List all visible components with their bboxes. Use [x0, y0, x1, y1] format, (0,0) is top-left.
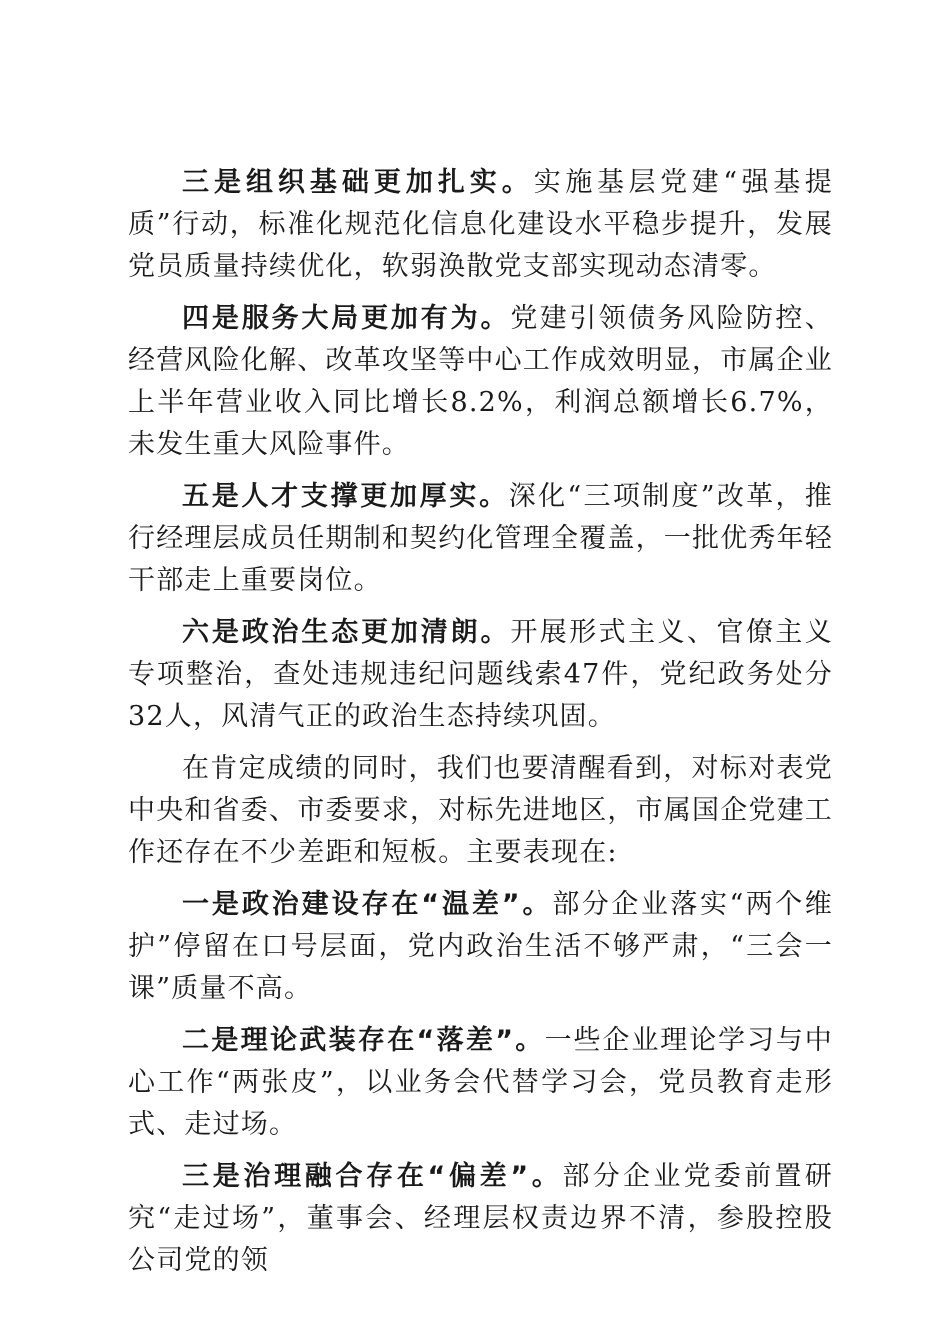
paragraph-talent-support [128, 476, 833, 602]
paragraph-body: 部分企业党委前置研究“走过场”，董事会、经理层权责边界不清，参股控股公司党的领 [128, 1161, 833, 1276]
paragraph-lead: 六是政治生态更加清朗。 [182, 617, 511, 648]
paragraph-political-ecology [128, 612, 833, 738]
paragraph-organization-foundation [128, 162, 833, 288]
paragraph-lead: 三是组织基础更加扎实。 [182, 167, 534, 198]
paragraph-body: 部分企业落实“两个维护”停留在口号层面，党内政治生活不够严肃，“三会一课”质量不高。 [128, 889, 833, 1004]
paragraph-shortcomings-intro [128, 748, 833, 874]
paragraph-lead: 四是服务大局更加有为。 [182, 303, 511, 334]
paragraph-body: 实施基层党建“强基提质”行动，标准化规范化信息化建设水平稳步提升，发展党员质量持续优化，软弱涣散党支部实现动态清零。 [128, 167, 833, 282]
paragraph-lead: 五是人才支撑更加厚实。 [182, 481, 509, 512]
paragraph-body: 在肯定成绩的同时，我们也要清醒看到，对标对表党中央和省委、市委要求，对标先进地区，市属国企党建工作还存在不少差距和短板。主要表现在: [128, 753, 833, 868]
paragraph-lead: 二是理论武装存在“落差”。 [182, 1025, 545, 1056]
paragraph-theory-gap [128, 1020, 833, 1146]
paragraph-lead: 一是政治建设存在“温差”。 [182, 889, 553, 920]
paragraph-serve-overall [128, 298, 833, 466]
paragraph-lead: 三是治理融合存在“偏差”。 [182, 1161, 563, 1192]
paragraph-political-gap [128, 884, 833, 1010]
paragraph-governance-gap [128, 1156, 833, 1282]
paragraph-body: 一些企业理论学习与中心工作“两张皮”，以业务会代替学习会，党员教育走形式、走过场。 [128, 1025, 834, 1140]
paragraph-body: 深化“三项制度”改革，推行经理层成员任期制和契约化管理全覆盖，一批优秀年轻干部走上重要岗位。 [128, 481, 833, 596]
paragraph-body: 党建引领债务风险防控、经营风险化解、改革攻坚等中心工作成效明显，市属企业上半年营业收入同比增长8.2%，利润总额增长6.7%，未发生重大风险事件。 [128, 303, 833, 460]
paragraph-body: 开展形式主义、官僚主义专项整治，查处违规违纪问题线索47件，党纪政务处分32人，风清气正的政治生态持续巩固。 [128, 617, 833, 732]
document-page [128, 162, 833, 1292]
